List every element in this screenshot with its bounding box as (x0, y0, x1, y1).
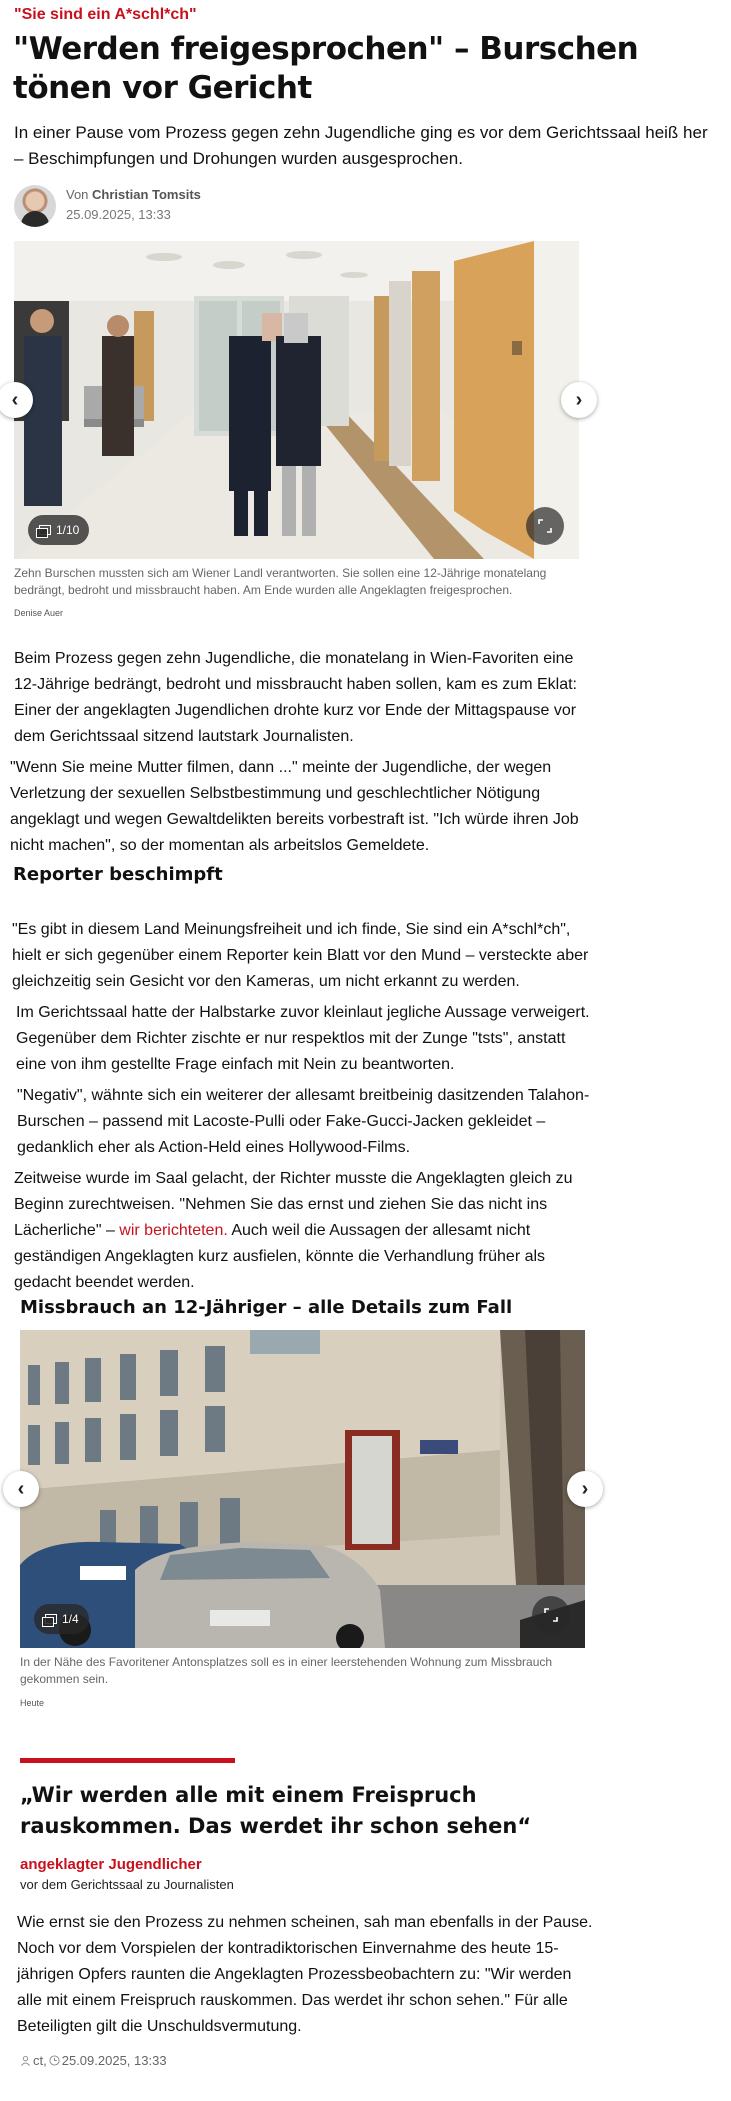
author-prefix: Von (66, 187, 89, 202)
body-text: Zeitweise wurde im Saal gelacht, der Richter musste die Angeklagten gleich zu Beginn zurechtweisen. "Nehmen Sie das ernst und ziehen Sie das nicht ins Lächerliche" – (14, 1170, 573, 1239)
expand-icon (543, 1607, 559, 1623)
building-street-photo (17, 1330, 585, 1648)
gallery-expand-button[interactable] (532, 1596, 570, 1634)
gallery-counter[interactable] (28, 515, 89, 545)
publish-date: 25.09.2025, 13:33 (66, 207, 171, 222)
body-paragraph: Beim Prozess gegen zehn Jugendliche, die monatelang in Wien-Favoriten eine 12-Jährige bedrängt, bedroht und missbraucht haben sollen, kam es zum Eklat: Einer der angeklagten Jugendlichen drohte kurz vor Ende der Mittagspause vor dem Gerichtssaal sitzend lautstark Journalisten. (14, 650, 577, 745)
gallery-courtroom (11, 241, 583, 559)
article-link[interactable]: wir berichteten. (119, 1222, 228, 1239)
gallery-building (17, 1330, 589, 1648)
section-heading-details: Missbrauch an 12-Jähriger – alle Details zum Fall (20, 1297, 513, 1318)
body-paragraph: Wie ernst sie den Prozess zu nehmen scheinen, sah man ebenfalls in der Pause. Noch vor dem Vorspielen der kontradiktorischen Einvernahme des heute 15-jährigen Opfers raunten die Angeklagten Prozessbeobachtern zu: "Wir werden alle mit einem Freispruch rauskommen. Das werdet ihr schon sehen." Für alle Beteiligten gilt die Unschuldsvermutung. (17, 1914, 593, 2035)
body-paragraph: "Wenn Sie meine Mutter filmen, dann ..." meinte der Jugendliche, der wegen Verletzung der sexuellen Selbstbestimmung und geschlechtlicher Nötigung angeklagt und wegen Gewaltdelikten bereits vorbestraft ist. "Ich würde ihren Job nicht machen", so der momentan als arbeitslos Gemeldete. (10, 759, 579, 854)
meta-author: ct, (33, 2053, 47, 2068)
image-stack-icon (42, 1614, 56, 1625)
expand-icon (537, 518, 553, 534)
section-heading-reporter: Reporter beschimpft (13, 864, 223, 885)
body-text: Auch weil die Aussagen der allesamt nicht geständigen Angeklagten kurz ausfielen, könnte die Verhandlung früher als gedacht beendet werden. (14, 1222, 546, 1291)
gallery-prev-button[interactable] (3, 1471, 39, 1507)
article-title: "Werden freigesprochen" – Burschen tönen vor Gericht (13, 31, 639, 106)
gallery-caption: In der Nähe des Favoritener Antonsplatzes soll es in einer leerstehenden Wohnung zum Missbrauch gekommen sein. (20, 1655, 553, 1686)
article-lead: In einer Pause vom Prozess gegen zehn Jugendliche ging es vor dem Gerichtssaal heiß her – Beschimpfungen und Drohungen wurden ausgesprochen. (14, 123, 708, 168)
photo-credit: Heute (20, 1698, 45, 1708)
gallery-counter-text: 1/4 (62, 1612, 79, 1626)
body-paragraph: "Es gibt in diesem Land Meinungsfreiheit und ich finde, Sie sind ein A*schl*ch", hielt er sich gegenüber einem Reporter kein Blatt vor den Mund – versteckte aber gleichzeitig sein Gesicht vor den Kameras, um nicht erkannt zu werden. (12, 921, 589, 990)
gallery-expand-button[interactable] (526, 507, 564, 545)
article-meta (20, 2053, 167, 2068)
quote-accent-bar (20, 1758, 235, 1763)
gallery-counter-text: 1/10 (56, 523, 80, 537)
clock-icon (49, 2055, 60, 2066)
courtroom-hallway-photo (11, 241, 579, 559)
gallery-counter[interactable] (34, 1604, 89, 1634)
chevron-right-icon: › (575, 389, 583, 411)
chevron-left-icon: ‹ (17, 1478, 25, 1500)
quote-context: vor dem Gerichtssaal zu Journalisten (20, 1877, 234, 1892)
chevron-left-icon: ‹ (11, 389, 19, 411)
quote-author: angeklagter Jugendlicher (20, 1856, 202, 1873)
chevron-right-icon: › (581, 1478, 589, 1500)
body-paragraph (14, 1166, 594, 1296)
photo-credit: Denise Auer (14, 608, 64, 618)
pull-quote: „Wir werden alle mit einem Freispruch rauskommen. Das werdet ihr schon sehen“ (20, 1783, 532, 1838)
author-name-link[interactable]: Christian Tomsits (92, 187, 201, 202)
body-paragraph: Im Gerichtssaal hatte der Halbstarke zuvor kleinlaut jegliche Aussage verweigert. Gegenüber dem Richter zischte er nur respektlos mit der Zunge "tsts", anstatt eine von ihm gestellte Frage einfach mit Nein zu beantworten. (16, 1004, 590, 1073)
user-icon (20, 2055, 31, 2066)
image-stack-icon (36, 525, 50, 536)
author-avatar[interactable] (14, 185, 56, 227)
author-byline (66, 187, 201, 202)
meta-date: 25.09.2025, 13:33 (61, 2053, 167, 2068)
author-row (14, 183, 414, 229)
gallery-image-building[interactable] (17, 1330, 585, 1648)
gallery-image-courtroom[interactable] (11, 241, 579, 559)
article-kicker: "Sie sind ein A*schl*ch" (14, 6, 197, 23)
gallery-caption: Zehn Burschen mussten sich am Wiener Landl verantworten. Sie sollen eine 12-Jährige monatelang bedrängt, bedroht und missbraucht haben. Am Ende wurden alle Angeklagten freigesprochen. (14, 566, 547, 597)
gallery-next-button[interactable] (567, 1471, 603, 1507)
body-paragraph: "Negativ", wähnte sich ein weiterer der allesamt breitbeinig dasitzenden Talahon-Burschen – passend mit Lacoste-Pulli oder Fake-Gucci-Jacken gekleidet – gedanklich eher als Action-Held eines Hollywood-Films. (17, 1087, 590, 1156)
gallery-next-button[interactable] (561, 382, 597, 418)
